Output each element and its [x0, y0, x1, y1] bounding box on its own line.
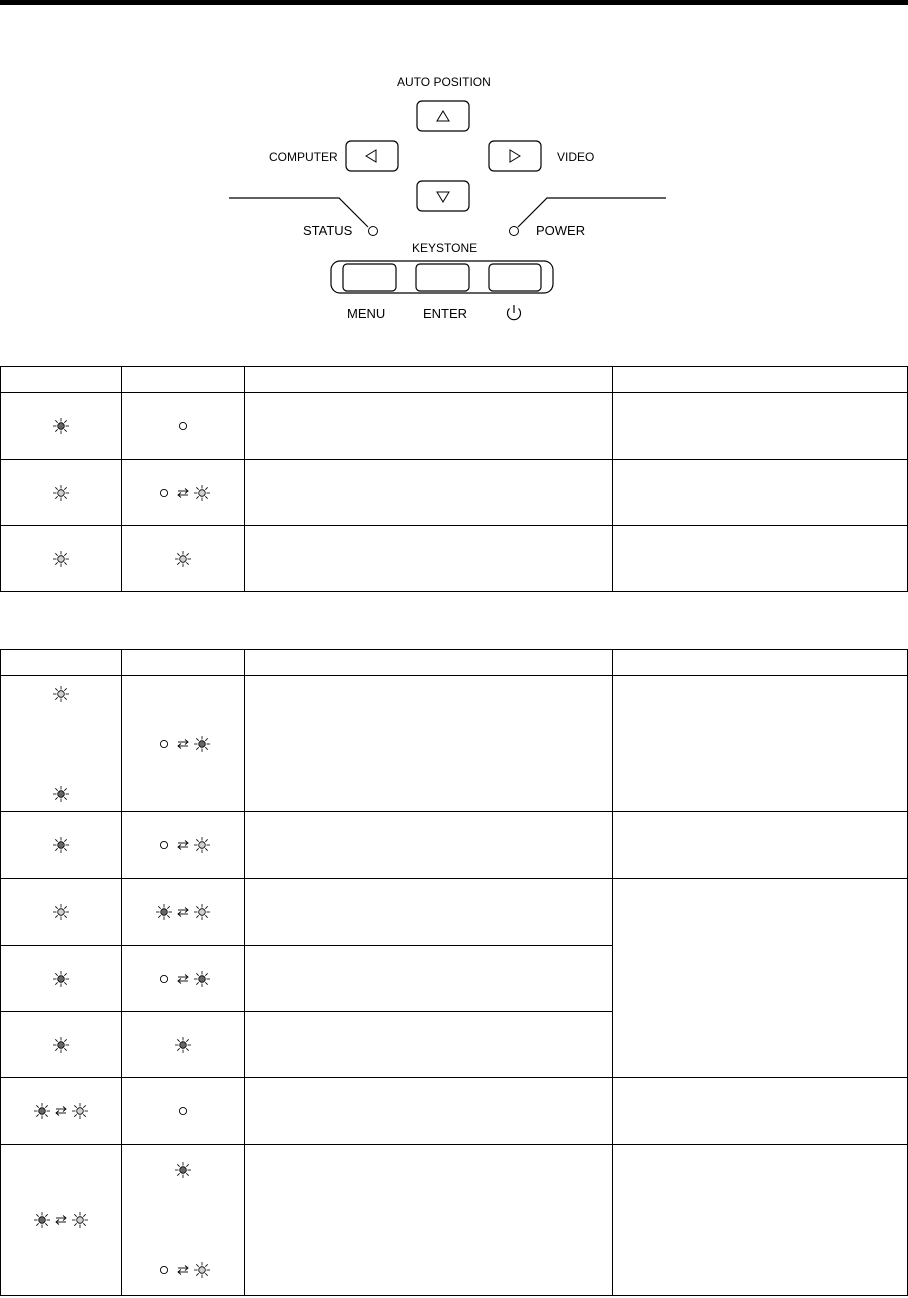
led-lit-icon	[173, 1160, 193, 1180]
power-led-icon	[510, 227, 519, 236]
led-lit-icon	[51, 549, 71, 569]
remedy-cell	[613, 460, 908, 526]
status-indicator-cell	[122, 460, 244, 526]
status-indicator-cell	[122, 812, 244, 879]
header-cell	[244, 367, 613, 393]
power-label: POWER	[536, 223, 586, 238]
led-lit-icon	[51, 902, 71, 922]
led-lit-icon	[51, 969, 71, 989]
remedy-cell	[613, 526, 908, 592]
status-indicator-cell	[122, 676, 244, 812]
down-button[interactable]	[417, 181, 469, 211]
header-cell	[122, 650, 244, 676]
table-header-row	[1, 367, 908, 393]
table-row	[1, 526, 908, 592]
led-off-icon	[173, 416, 193, 436]
led-lit-icon	[51, 1035, 71, 1055]
power-indicator-cell	[1, 879, 122, 946]
alternating-led-icon	[32, 1101, 90, 1121]
power-indicator-cell	[1, 812, 122, 879]
condition-cell	[244, 676, 613, 812]
power-symbol-icon	[508, 305, 521, 320]
status-led-icon	[369, 227, 378, 236]
control-panel-diagram	[0, 0, 908, 340]
table-row	[1, 460, 908, 526]
alternating-led-icon	[154, 483, 212, 503]
keystone-label: KEYSTONE	[412, 241, 478, 255]
remedy-cell	[613, 676, 908, 812]
power-indicator-cell	[1, 946, 122, 1012]
enter-button[interactable]	[416, 264, 469, 291]
alternating-led-icon	[154, 902, 212, 922]
control-panel-lines	[0, 0, 908, 340]
led-lit-icon	[51, 684, 71, 704]
power-indicator-cell	[1, 1078, 122, 1145]
condition-cell	[244, 879, 613, 946]
status-indicator-cell	[122, 1078, 244, 1145]
table-row	[1, 676, 908, 812]
condition-cell	[244, 1012, 613, 1078]
status-indicator-cell	[122, 879, 244, 946]
alternating-led-icon	[154, 1260, 212, 1280]
power-indicator-cell	[1, 1012, 122, 1078]
alternating-led-icon	[154, 835, 212, 855]
condition-cell	[244, 1078, 613, 1145]
up-button[interactable]	[417, 101, 469, 131]
condition-cell	[244, 812, 613, 879]
power-indicator-cell	[1, 1145, 122, 1296]
alternating-led-icon	[154, 734, 212, 754]
alternating-led-icon	[32, 1210, 90, 1230]
remedy-cell	[613, 1078, 908, 1145]
table-row	[1, 393, 908, 460]
status-indicator-cell	[122, 1145, 244, 1296]
menu-label: MENU	[347, 306, 386, 321]
menu-button[interactable]	[343, 264, 396, 291]
table-row	[1, 812, 908, 879]
left-button[interactable]	[346, 141, 398, 171]
header-cell	[122, 367, 244, 393]
led-lit-icon	[51, 483, 71, 503]
led-lit-icon	[51, 784, 71, 804]
video-label: VIDEO	[557, 150, 595, 164]
led-lit-icon	[173, 549, 193, 569]
led-off-icon	[173, 1101, 193, 1121]
auto-position-label: AUTO POSITION	[397, 75, 491, 89]
right-button[interactable]	[489, 141, 541, 171]
power-indicator-cell	[1, 460, 122, 526]
table-header-row	[1, 650, 908, 676]
header-cell	[613, 367, 908, 393]
power-indicator-cell	[1, 526, 122, 592]
header-cell	[244, 650, 613, 676]
led-lit-icon	[51, 835, 71, 855]
indicator-table-1	[0, 366, 908, 592]
enter-label: ENTER	[423, 306, 468, 321]
alternating-led-icon	[154, 969, 212, 989]
led-lit-icon	[173, 1035, 193, 1055]
remedy-cell	[613, 879, 908, 1078]
remedy-cell	[613, 812, 908, 879]
condition-cell	[244, 526, 613, 592]
header-cell	[613, 650, 908, 676]
status-indicator-cell	[122, 526, 244, 592]
power-button[interactable]	[489, 264, 541, 291]
power-indicator-cell	[1, 393, 122, 460]
table-row	[1, 1145, 908, 1296]
power-indicator-cell	[1, 676, 122, 812]
status-indicator-cell	[122, 393, 244, 460]
status-label: STATUS	[303, 223, 353, 238]
remedy-cell	[613, 1145, 908, 1296]
status-indicator-cell	[122, 946, 244, 1012]
condition-cell	[244, 460, 613, 526]
table-row	[1, 1078, 908, 1145]
condition-cell	[244, 946, 613, 1012]
header-cell	[1, 650, 122, 676]
header-cell	[1, 367, 122, 393]
remedy-cell	[613, 393, 908, 460]
computer-label: COMPUTER	[269, 150, 338, 164]
condition-cell	[244, 393, 613, 460]
indicator-table-2	[0, 649, 908, 1296]
condition-cell	[244, 1145, 613, 1296]
led-lit-icon	[51, 416, 71, 436]
status-indicator-cell	[122, 1012, 244, 1078]
table-row	[1, 879, 908, 946]
